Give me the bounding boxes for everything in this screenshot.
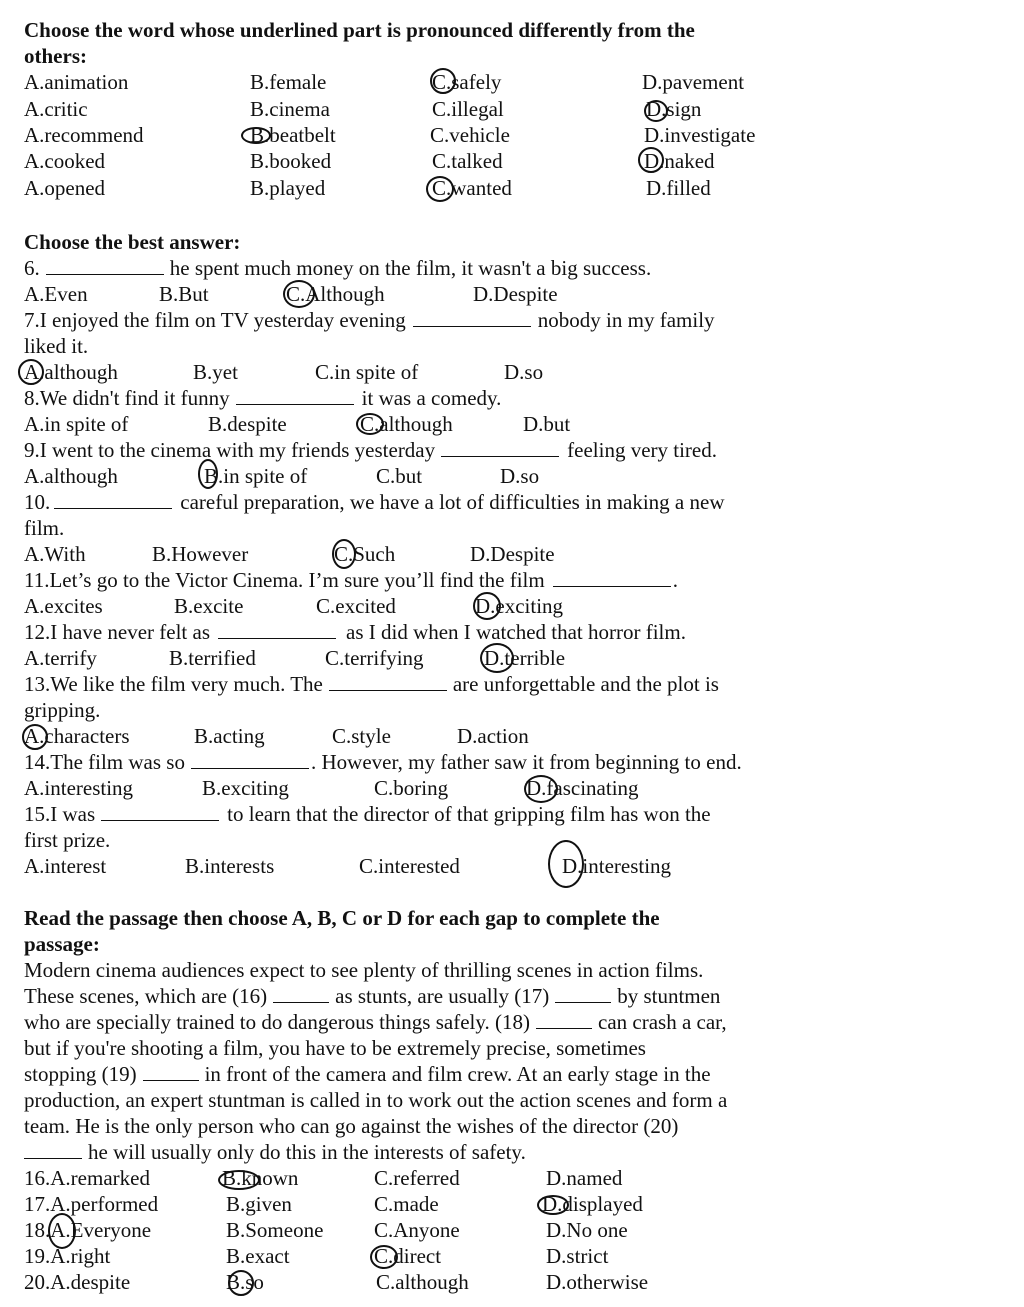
question-text: he spent much money on the film, it wasn't a big success. <box>169 256 652 280</box>
passage-text: These scenes, which are (16) <box>24 984 268 1008</box>
answer-blank[interactable] <box>553 568 671 587</box>
option[interactable]: D.Despite <box>473 282 558 306</box>
option[interactable]: A.although <box>24 464 118 488</box>
question-8 <box>24 385 501 411</box>
answer-blank[interactable] <box>54 490 172 509</box>
question-text: 12.I have never felt as <box>24 620 210 644</box>
question-9 <box>24 437 717 463</box>
question-text: 14.The film was so <box>24 750 185 774</box>
pron-row-2 <box>24 96 1024 122</box>
option[interactable]: B.interests <box>185 854 275 878</box>
q12-options <box>24 645 1024 671</box>
passage-text: stopping (19) <box>24 1062 137 1086</box>
option[interactable]: C.boring <box>374 776 449 800</box>
option[interactable]: C.terrifying <box>325 646 424 670</box>
question-13 <box>24 671 719 697</box>
option[interactable]: D.so <box>500 464 540 488</box>
option[interactable]: B.so <box>226 1270 264 1294</box>
option[interactable]: D.investigate <box>644 123 756 147</box>
answer-blank[interactable] <box>46 256 164 275</box>
question-7 <box>24 307 715 333</box>
option[interactable]: A.cooked <box>24 149 106 173</box>
passage-line <box>24 1139 526 1165</box>
passage-line <box>24 1061 711 1087</box>
question-text: 8.We didn't find it funny <box>24 386 230 410</box>
section3-heading-line2: passage: <box>24 932 100 956</box>
option[interactable]: B.excite <box>174 594 244 618</box>
option[interactable]: B.terrified <box>169 646 256 670</box>
option[interactable]: D.action <box>457 724 529 748</box>
passage-line <box>24 1009 727 1035</box>
option[interactable]: D.but <box>523 412 571 436</box>
option[interactable]: C.referred <box>374 1166 460 1190</box>
question-text: feeling very tired. <box>567 438 717 462</box>
option[interactable]: B.female <box>250 70 327 94</box>
option[interactable]: D.pavement <box>642 70 745 94</box>
option[interactable]: C.made <box>374 1192 439 1216</box>
answer-blank[interactable] <box>101 802 219 821</box>
answer-blank[interactable] <box>413 308 531 327</box>
option[interactable]: B.cinema <box>250 97 330 121</box>
section1-heading-line1: Choose the word whose underlined part is pronounced differently from the <box>24 18 695 42</box>
answer-circle-mark <box>537 1195 569 1215</box>
option[interactable]: C.vehicle <box>430 123 510 147</box>
q8-options <box>24 411 1024 437</box>
answer-circle-mark <box>638 147 664 173</box>
option[interactable]: D.so <box>504 360 544 384</box>
answer-circle-mark <box>524 775 558 803</box>
option[interactable]: C.Such <box>334 542 396 566</box>
option[interactable]: B.exciting <box>202 776 289 800</box>
option[interactable]: C.although <box>360 412 453 436</box>
option[interactable]: D.named <box>546 1166 623 1190</box>
option[interactable]: B.booked <box>250 149 332 173</box>
passage-options-16 <box>24 1165 1024 1191</box>
option[interactable]: D.fascinating <box>526 776 639 800</box>
pron-row-4 <box>24 148 1024 174</box>
section2-heading: Choose the best answer: <box>24 230 241 254</box>
answer-blank[interactable] <box>273 984 329 1003</box>
answer-circle-mark <box>22 724 48 750</box>
question-text: to learn that the director of that gripping film has won the <box>227 802 711 826</box>
option[interactable]: 18.A.Everyone <box>24 1218 152 1242</box>
option[interactable]: D.filled <box>646 176 711 200</box>
passage-line: but if you're shooting a film, you have to be extremely precise, sometimes <box>24 1036 646 1060</box>
option[interactable]: A.recommend <box>24 123 144 147</box>
passage-options-17 <box>24 1191 1024 1217</box>
option[interactable]: D.interesting <box>562 854 672 878</box>
pron-row-1 <box>24 69 1024 95</box>
answer-blank[interactable] <box>441 438 559 457</box>
option[interactable]: D.otherwise <box>546 1270 649 1294</box>
option[interactable]: D.terrible <box>484 646 566 670</box>
q6-options <box>24 281 1024 307</box>
q9-options <box>24 463 1024 489</box>
answer-circle-mark <box>198 459 218 489</box>
option[interactable]: A.opened <box>24 176 106 200</box>
option[interactable]: C.in spite of <box>315 360 419 384</box>
answer-blank[interactable] <box>536 1010 592 1029</box>
option[interactable]: 20.A.despite <box>24 1270 131 1294</box>
question-text: . <box>672 568 678 592</box>
answer-circle-mark <box>480 643 514 673</box>
answer-circle-mark <box>48 1213 76 1249</box>
passage-options-19 <box>24 1243 1024 1269</box>
question-text: 7.I enjoyed the film on TV yesterday evening <box>24 308 406 332</box>
option[interactable]: C.illegal <box>432 97 504 121</box>
option[interactable]: 19.A.right <box>24 1244 111 1268</box>
q10-options <box>24 541 1024 567</box>
question-10-cont: film. <box>24 516 65 540</box>
question-6 <box>24 255 651 281</box>
passage-text: who are specially trained to do dangerous things safely. (18) <box>24 1010 530 1034</box>
question-12 <box>24 619 686 645</box>
section1-heading-line2: others: <box>24 44 87 68</box>
option[interactable]: A.animation <box>24 70 129 94</box>
option[interactable]: C.although <box>376 1270 469 1294</box>
q11-options <box>24 593 1024 619</box>
option[interactable]: B.But <box>159 282 209 306</box>
option[interactable]: C.safely <box>432 70 502 94</box>
question-text: 15.I was <box>24 802 96 826</box>
option[interactable]: D.strict <box>546 1244 609 1268</box>
answer-circle-mark <box>283 280 315 308</box>
answer-circle-mark <box>644 100 668 122</box>
option[interactable]: D.sign <box>646 97 702 121</box>
option[interactable]: B.exact <box>226 1244 290 1268</box>
option[interactable]: C.Although <box>286 282 385 306</box>
option[interactable]: C.style <box>332 724 391 748</box>
passage-line: Modern cinema audiences expect to see plenty of thrilling scenes in action films. <box>24 958 704 982</box>
option[interactable]: C.but <box>376 464 423 488</box>
question-10 <box>24 489 725 515</box>
option[interactable]: A.characters <box>24 724 130 748</box>
passage-options-18 <box>24 1217 1024 1243</box>
question-text: 9.I went to the cinema with my friends yesterday <box>24 438 436 462</box>
option[interactable]: D.No one <box>546 1218 628 1242</box>
option[interactable]: A.interesting <box>24 776 134 800</box>
answer-circle-mark <box>332 539 356 569</box>
question-text: are unforgettable and the plot is <box>452 672 719 696</box>
answer-blank[interactable] <box>24 1140 82 1159</box>
option[interactable]: A.critic <box>24 97 88 121</box>
option[interactable]: D.displayed <box>542 1192 643 1216</box>
question-11 <box>24 567 678 593</box>
answer-circle-mark <box>228 1270 254 1296</box>
passage-text: by stuntmen <box>617 984 721 1008</box>
question-text: it was a comedy. <box>361 386 502 410</box>
answer-circle-mark <box>241 127 271 144</box>
option[interactable]: C.Anyone <box>374 1218 460 1242</box>
q15-options <box>24 853 1024 879</box>
answer-circle-mark <box>356 413 384 435</box>
question-text: 11.Let’s go to the Victor Cinema. I’m sure you’ll find the film <box>24 568 545 592</box>
question-text: nobody in my family <box>537 308 715 332</box>
option[interactable]: D.Despite <box>470 542 555 566</box>
question-7-cont: liked it. <box>24 334 89 358</box>
passage-line <box>24 983 720 1009</box>
option[interactable]: 17.A.performed <box>24 1192 159 1216</box>
pron-row-5 <box>24 175 1024 201</box>
passage-text: can crash a car, <box>598 1010 727 1034</box>
q7-options <box>24 359 1024 385</box>
option[interactable]: D.naked <box>644 149 715 173</box>
option[interactable]: B.known <box>222 1166 299 1190</box>
option[interactable]: B.beatbelt <box>250 123 336 147</box>
question-text: . However, my father saw it from beginning to end. <box>310 750 742 774</box>
answer-circle-mark <box>218 1170 260 1190</box>
pron-row-3 <box>24 122 1024 148</box>
option[interactable]: A.Even <box>24 282 88 306</box>
question-13-cont: gripping. <box>24 698 101 722</box>
answer-circle-mark <box>548 840 584 888</box>
option[interactable]: C.wanted <box>432 176 512 200</box>
option[interactable]: D.exciting <box>475 594 564 618</box>
answer-blank[interactable] <box>329 672 447 691</box>
answer-circle-mark <box>473 592 501 620</box>
option[interactable]: B.played <box>250 176 326 200</box>
option[interactable]: B.despite <box>208 412 287 436</box>
passage-line: team. He is the only person who can go against the wishes of the director (20) <box>24 1114 679 1138</box>
answer-blank[interactable] <box>191 750 309 769</box>
answer-circle-mark <box>430 68 456 94</box>
option[interactable]: B.Someone <box>226 1218 324 1242</box>
passage-line: production, an expert stuntman is called in to work out the action scenes and form a <box>24 1088 728 1112</box>
option[interactable]: A.in spite of <box>24 412 129 436</box>
answer-blank[interactable] <box>143 1062 199 1081</box>
question-text: 13.We like the film very much. The <box>24 672 323 696</box>
question-15-cont: first prize. <box>24 828 111 852</box>
question-text: as I did when I watched that horror film. <box>346 620 686 644</box>
passage-text: he will usually only do this in the interests of safety. <box>88 1140 526 1164</box>
passage-text: in front of the camera and film crew. At an early stage in the <box>204 1062 711 1086</box>
passage-options-20 <box>24 1269 1024 1295</box>
option[interactable]: C.direct <box>374 1244 442 1268</box>
option[interactable]: B.in spite of <box>204 464 308 488</box>
answer-blank[interactable] <box>218 620 336 639</box>
answer-circle-mark <box>18 359 44 385</box>
option[interactable]: C.talked <box>432 149 503 173</box>
question-number: 10. <box>24 490 51 514</box>
question-text: careful preparation, we have a lot of difficulties in making a new <box>180 490 725 514</box>
question-number: 6. <box>24 256 40 280</box>
section3-heading-line1: Read the passage then choose A, B, C or D for each gap to complete the <box>24 906 660 930</box>
answer-blank[interactable] <box>555 984 611 1003</box>
question-15 <box>24 801 711 827</box>
passage-text: as stunts, are usually (17) <box>335 984 550 1008</box>
option[interactable]: A.interest <box>24 854 107 878</box>
option[interactable]: B.given <box>226 1192 292 1216</box>
question-14 <box>24 749 742 775</box>
option[interactable]: C.interested <box>359 854 460 878</box>
option[interactable]: A.excites <box>24 594 103 618</box>
option[interactable]: C.excited <box>316 594 396 618</box>
option[interactable]: A.terrify <box>24 646 97 670</box>
answer-circle-mark <box>426 176 454 202</box>
q13-options <box>24 723 1024 749</box>
option[interactable]: A.although <box>24 360 118 384</box>
option[interactable]: A.With <box>24 542 86 566</box>
option[interactable]: 16.A.remarked <box>24 1166 150 1190</box>
option[interactable]: B.However <box>152 542 249 566</box>
option[interactable]: B.yet <box>193 360 238 384</box>
answer-circle-mark <box>370 1245 398 1269</box>
answer-blank[interactable] <box>236 386 354 405</box>
option[interactable]: B.acting <box>194 724 265 748</box>
